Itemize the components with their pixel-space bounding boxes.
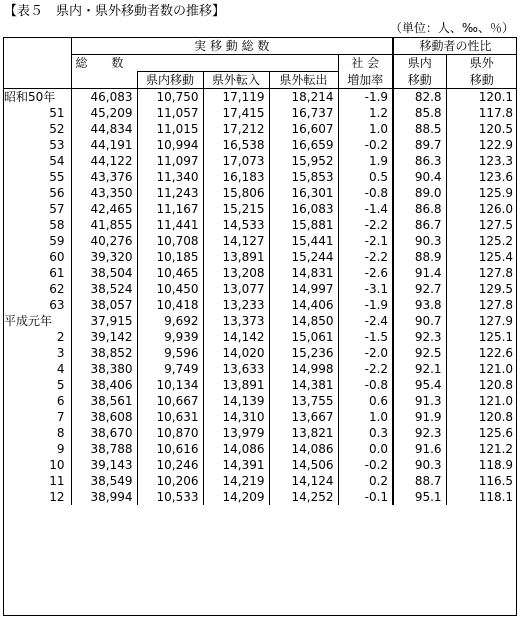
table-row — [3, 329, 517, 345]
cell-kengai-tenshutsu: 14,850 — [269, 313, 338, 329]
cell-year: 9 — [56, 442, 65, 456]
cell-seihi-kengai: 127.9 — [446, 313, 517, 329]
header-kengai-line2: 移動 — [446, 72, 517, 89]
table-row — [3, 105, 517, 121]
cell-kengai-tenshutsu: 15,244 — [269, 249, 338, 265]
cell-kengai-tenshutsu: 14,252 — [269, 489, 338, 505]
cell-seihi-kengai: 127.5 — [446, 217, 517, 233]
cell-kengai-tennyuu: 17,415 — [203, 105, 269, 121]
cell-shakai-rate: -2.4 — [338, 313, 393, 329]
cell-kengai-tenshutsu: 14,086 — [269, 441, 338, 457]
units-note: （単位：人、‰、％） — [389, 21, 514, 35]
cell-seihi-kengai: 125.4 — [446, 249, 517, 265]
cell-seihi-kengai: 120.1 — [446, 89, 517, 106]
cell-seihi-kennai: 95.1 — [393, 489, 446, 505]
cell-year: 60 — [49, 250, 65, 264]
cell-total: 38,788 — [71, 441, 137, 457]
cell-kengai-tennyuu: 14,139 — [203, 393, 269, 409]
cell-seihi-kengai: 127.8 — [446, 265, 517, 281]
cell-kennai-idou: 9,749 — [137, 361, 203, 377]
cell-shakai-rate: 1.2 — [338, 105, 393, 121]
cell-seihi-kengai: 122.9 — [446, 137, 517, 153]
cell-year: 56 — [49, 186, 65, 200]
cell-seihi-kennai: 91.3 — [393, 393, 446, 409]
cell-shakai-rate: -3.1 — [338, 281, 393, 297]
cell-shakai-rate: -0.2 — [338, 137, 393, 153]
cell-seihi-kengai: 117.8 — [446, 105, 517, 121]
cell-kennai-idou: 9,596 — [137, 345, 203, 361]
table-row — [3, 265, 517, 281]
cell-kengai-tennyuu: 15,215 — [203, 201, 269, 217]
cell-year: 7 — [56, 410, 65, 424]
header-kennai-line2: 移動 — [393, 72, 446, 89]
cell-total: 38,994 — [71, 489, 137, 505]
cell-kengai-tenshutsu: 16,659 — [269, 137, 338, 153]
cell-shakai-rate: -1.5 — [338, 329, 393, 345]
cell-seihi-kennai: 86.3 — [393, 153, 446, 169]
table-row — [3, 233, 517, 249]
cell-seihi-kengai: 116.5 — [446, 473, 517, 489]
cell-shakai-rate: -2.2 — [338, 217, 393, 233]
cell-kengai-tenshutsu: 14,997 — [269, 281, 338, 297]
cell-seihi-kennai: 89.7 — [393, 137, 446, 153]
cell-seihi-kennai: 90.4 — [393, 169, 446, 185]
table-row — [3, 425, 517, 441]
cell-total: 46,083 — [71, 89, 137, 106]
cell-kengai-tenshutsu: 14,998 — [269, 361, 338, 377]
cell-kennai-idou: 10,631 — [137, 409, 203, 425]
cell-total: 38,670 — [71, 425, 137, 441]
cell-seihi-kennai: 92.7 — [393, 281, 446, 297]
table-row — [3, 185, 517, 201]
table-row — [3, 489, 517, 505]
table-row — [3, 249, 517, 265]
table-row — [3, 137, 517, 153]
cell-seihi-kennai: 92.3 — [393, 329, 446, 345]
cell-seihi-kennai: 90.3 — [393, 233, 446, 249]
table-row — [3, 345, 517, 361]
cell-shakai-rate: 0.5 — [338, 169, 393, 185]
cell-total: 38,406 — [71, 377, 137, 393]
cell-year: 63 — [49, 298, 65, 312]
header-kennai-line1: 県内 — [393, 55, 446, 72]
cell-total: 39,143 — [71, 457, 137, 473]
table-row — [3, 153, 517, 169]
header-kengai-line1: 県外 — [446, 55, 517, 72]
table-row — [3, 121, 517, 137]
cell-seihi-kennai: 89.0 — [393, 185, 446, 201]
cell-kengai-tennyuu: 17,073 — [203, 153, 269, 169]
cell-year: 4 — [56, 362, 65, 376]
cell-seihi-kennai: 82.8 — [393, 89, 446, 106]
table-row — [3, 361, 517, 377]
cell-kennai-idou: 11,340 — [137, 169, 203, 185]
cell-total: 38,852 — [71, 345, 137, 361]
cell-year: 3 — [56, 346, 65, 360]
cell-year: 10 — [49, 458, 65, 472]
cell-kennai-idou: 10,533 — [137, 489, 203, 505]
cell-total: 43,376 — [71, 169, 137, 185]
cell-year: 51 — [49, 106, 65, 120]
cell-total: 41,855 — [71, 217, 137, 233]
header-sousuu: 総 数 — [71, 55, 137, 72]
cell-seihi-kengai: 126.0 — [446, 201, 517, 217]
cell-shakai-rate: -2.0 — [338, 345, 393, 361]
cell-kennai-idou: 9,939 — [137, 329, 203, 345]
cell-shakai-rate: -0.8 — [338, 377, 393, 393]
cell-total: 38,561 — [71, 393, 137, 409]
cell-kengai-tenshutsu: 16,737 — [269, 105, 338, 121]
cell-seihi-kengai: 125.2 — [446, 233, 517, 249]
cell-seihi-kennai: 91.9 — [393, 409, 446, 425]
cell-kennai-idou: 10,708 — [137, 233, 203, 249]
cell-shakai-rate: 0.2 — [338, 473, 393, 489]
cell-year: 53 — [49, 138, 65, 152]
cell-shakai-rate: 1.9 — [338, 153, 393, 169]
cell-kengai-tenshutsu: 14,124 — [269, 473, 338, 489]
cell-seihi-kengai: 125.9 — [446, 185, 517, 201]
table-row — [3, 281, 517, 297]
cell-kengai-tenshutsu: 13,667 — [269, 409, 338, 425]
cell-total: 37,915 — [71, 313, 137, 329]
cell-seihi-kengai: 121.0 — [446, 393, 517, 409]
cell-shakai-rate: -2.1 — [338, 233, 393, 249]
cell-year: 61 — [49, 266, 65, 280]
cell-shakai-rate: -0.2 — [338, 457, 393, 473]
cell-kengai-tennyuu: 14,219 — [203, 473, 269, 489]
table-row — [3, 313, 517, 329]
header-kengai-tenshutsu: 県外転出 — [269, 72, 338, 89]
cell-seihi-kengai: 129.5 — [446, 281, 517, 297]
cell-kennai-idou: 11,015 — [137, 121, 203, 137]
cell-kennai-idou: 10,206 — [137, 473, 203, 489]
cell-kengai-tenshutsu: 15,853 — [269, 169, 338, 185]
cell-total: 44,122 — [71, 153, 137, 169]
table-row — [3, 409, 517, 425]
cell-seihi-kennai: 91.6 — [393, 441, 446, 457]
cell-year: 62 — [49, 282, 65, 296]
cell-year: 57 — [49, 202, 65, 216]
cell-seihi-kennai: 86.7 — [393, 217, 446, 233]
cell-seihi-kengai: 122.6 — [446, 345, 517, 361]
cell-kengai-tennyuu: 14,310 — [203, 409, 269, 425]
cell-seihi-kennai: 92.1 — [393, 361, 446, 377]
cell-kengai-tenshutsu: 14,506 — [269, 457, 338, 473]
cell-kengai-tenshutsu: 13,821 — [269, 425, 338, 441]
cell-seihi-kennai: 90.7 — [393, 313, 446, 329]
cell-year: 昭和50年 — [3, 89, 71, 106]
cell-kennai-idou: 9,692 — [137, 313, 203, 329]
table-row — [3, 377, 517, 393]
cell-kennai-idou: 10,185 — [137, 249, 203, 265]
cell-kennai-idou: 11,167 — [137, 201, 203, 217]
cell-year: 55 — [49, 170, 65, 184]
cell-shakai-rate: 1.0 — [338, 121, 393, 137]
cell-kengai-tennyuu: 13,633 — [203, 361, 269, 377]
header-jitsu-idou-soushu: 実 移 動 総 数 — [71, 38, 393, 55]
header-kennai-idou: 県内移動 — [137, 72, 203, 89]
cell-shakai-rate: -1.4 — [338, 201, 393, 217]
header-shakai-line1: 社 会 — [338, 55, 393, 72]
cell-shakai-rate: -1.9 — [338, 297, 393, 313]
cell-kennai-idou: 10,667 — [137, 393, 203, 409]
cell-shakai-rate: 1.0 — [338, 409, 393, 425]
cell-kengai-tennyuu: 13,979 — [203, 425, 269, 441]
cell-seihi-kennai: 88.5 — [393, 121, 446, 137]
cell-seihi-kennai: 90.3 — [393, 457, 446, 473]
cell-shakai-rate: -2.6 — [338, 265, 393, 281]
cell-kengai-tennyuu: 14,391 — [203, 457, 269, 473]
cell-kengai-tenshutsu: 14,831 — [269, 265, 338, 281]
cell-kengai-tenshutsu: 15,441 — [269, 233, 338, 249]
cell-kengai-tennyuu: 17,119 — [203, 89, 269, 106]
cell-kengai-tennyuu: 14,209 — [203, 489, 269, 505]
cell-kengai-tennyuu: 13,891 — [203, 249, 269, 265]
cell-kengai-tennyuu: 16,538 — [203, 137, 269, 153]
cell-kengai-tennyuu: 16,183 — [203, 169, 269, 185]
cell-year: 59 — [49, 234, 65, 248]
cell-seihi-kennai: 93.8 — [393, 297, 446, 313]
cell-total: 38,504 — [71, 265, 137, 281]
cell-kengai-tenshutsu: 14,406 — [269, 297, 338, 313]
cell-seihi-kengai: 121.2 — [446, 441, 517, 457]
migration-table — [3, 37, 517, 505]
cell-shakai-rate: 0.3 — [338, 425, 393, 441]
cell-total: 38,524 — [71, 281, 137, 297]
table-row — [3, 297, 517, 313]
cell-total: 44,834 — [71, 121, 137, 137]
cell-kennai-idou: 11,097 — [137, 153, 203, 169]
cell-year: 54 — [49, 154, 65, 168]
table-row — [3, 457, 517, 473]
cell-seihi-kennai: 92.3 — [393, 425, 446, 441]
cell-total: 42,465 — [71, 201, 137, 217]
header-kengai-tennyuu: 県外転入 — [203, 72, 269, 89]
cell-kengai-tennyuu: 13,373 — [203, 313, 269, 329]
cell-shakai-rate: 0.0 — [338, 441, 393, 457]
cell-total: 38,380 — [71, 361, 137, 377]
cell-shakai-rate: -2.2 — [338, 249, 393, 265]
cell-kennai-idou: 10,994 — [137, 137, 203, 153]
cell-kennai-idou: 11,057 — [137, 105, 203, 121]
cell-kengai-tennyuu: 13,077 — [203, 281, 269, 297]
cell-total: 38,057 — [71, 297, 137, 313]
cell-kennai-idou: 11,441 — [137, 217, 203, 233]
table-row — [3, 89, 517, 106]
cell-year: 8 — [56, 426, 65, 440]
cell-kengai-tennyuu: 14,127 — [203, 233, 269, 249]
cell-seihi-kennai: 92.5 — [393, 345, 446, 361]
cell-total: 40,276 — [71, 233, 137, 249]
cell-kennai-idou: 10,465 — [137, 265, 203, 281]
cell-total: 45,209 — [71, 105, 137, 121]
cell-year: 52 — [49, 122, 65, 136]
cell-seihi-kengai: 125.1 — [446, 329, 517, 345]
cell-kengai-tenshutsu: 13,755 — [269, 393, 338, 409]
header-row-1 — [3, 38, 517, 55]
cell-shakai-rate: 0.6 — [338, 393, 393, 409]
cell-seihi-kengai: 120.8 — [446, 409, 517, 425]
cell-seihi-kennai: 91.4 — [393, 265, 446, 281]
cell-seihi-kengai: 121.0 — [446, 361, 517, 377]
cell-kengai-tenshutsu: 18,214 — [269, 89, 338, 106]
cell-total: 39,142 — [71, 329, 137, 345]
cell-kennai-idou: 10,418 — [137, 297, 203, 313]
cell-kennai-idou: 10,246 — [137, 457, 203, 473]
table-row — [3, 393, 517, 409]
cell-kennai-idou: 11,243 — [137, 185, 203, 201]
cell-year: 12 — [49, 490, 65, 504]
cell-year: 5 — [56, 378, 65, 392]
cell-seihi-kennai: 88.7 — [393, 473, 446, 489]
cell-shakai-rate: -0.8 — [338, 185, 393, 201]
cell-kengai-tennyuu: 14,533 — [203, 217, 269, 233]
cell-kennai-idou: 10,134 — [137, 377, 203, 393]
cell-kennai-idou: 10,870 — [137, 425, 203, 441]
cell-total: 43,350 — [71, 185, 137, 201]
cell-total: 38,608 — [71, 409, 137, 425]
cell-kennai-idou: 10,616 — [137, 441, 203, 457]
cell-kengai-tennyuu: 17,212 — [203, 121, 269, 137]
table-row — [3, 201, 517, 217]
cell-year: 11 — [49, 474, 65, 488]
cell-year: 2 — [56, 330, 65, 344]
cell-kengai-tenshutsu: 16,301 — [269, 185, 338, 201]
cell-seihi-kengai: 120.5 — [446, 121, 517, 137]
cell-kengai-tennyuu: 14,020 — [203, 345, 269, 361]
table-title: 【表５ 県内・県外移動者数の推移】 — [4, 4, 226, 19]
cell-kengai-tenshutsu: 16,083 — [269, 201, 338, 217]
table-row — [3, 217, 517, 233]
cell-seihi-kengai: 123.3 — [446, 153, 517, 169]
header-shakai-line2: 増加率 — [338, 72, 393, 89]
cell-kennai-idou: 10,750 — [137, 89, 203, 106]
cell-kengai-tennyuu: 13,891 — [203, 377, 269, 393]
cell-seihi-kennai: 88.9 — [393, 249, 446, 265]
cell-shakai-rate: -2.2 — [338, 361, 393, 377]
cell-total: 38,549 — [71, 473, 137, 489]
cell-kengai-tenshutsu: 14,381 — [269, 377, 338, 393]
cell-kengai-tennyuu: 14,142 — [203, 329, 269, 345]
cell-kengai-tennyuu: 13,208 — [203, 265, 269, 281]
cell-total: 39,320 — [71, 249, 137, 265]
table-row — [3, 169, 517, 185]
cell-seihi-kengai: 118.1 — [446, 489, 517, 505]
cell-shakai-rate: -0.1 — [338, 489, 393, 505]
cell-seihi-kengai: 123.6 — [446, 169, 517, 185]
cell-shakai-rate: -1.9 — [338, 89, 393, 106]
cell-year: 58 — [49, 218, 65, 232]
cell-kengai-tenshutsu: 15,952 — [269, 153, 338, 169]
table-row — [3, 473, 517, 489]
cell-year: 6 — [56, 394, 65, 408]
cell-kengai-tennyuu: 14,086 — [203, 441, 269, 457]
cell-seihi-kennai: 85.8 — [393, 105, 446, 121]
cell-seihi-kengai: 120.8 — [446, 377, 517, 393]
cell-kengai-tenshutsu: 15,061 — [269, 329, 338, 345]
header-seihi: 移動者の性比 — [393, 38, 517, 55]
cell-kengai-tenshutsu: 16,607 — [269, 121, 338, 137]
cell-kennai-idou: 10,450 — [137, 281, 203, 297]
cell-year: 平成元年 — [4, 314, 53, 328]
cell-kengai-tenshutsu: 15,236 — [269, 345, 338, 361]
header-row-2 — [3, 55, 517, 72]
cell-kengai-tenshutsu: 15,881 — [269, 217, 338, 233]
table-row — [3, 441, 517, 457]
cell-seihi-kengai: 118.9 — [446, 457, 517, 473]
cell-total: 44,191 — [71, 137, 137, 153]
cell-kengai-tennyuu: 13,233 — [203, 297, 269, 313]
header-year-corner — [3, 38, 71, 89]
cell-kengai-tennyuu: 15,806 — [203, 185, 269, 201]
header-row-3 — [3, 72, 517, 89]
cell-seihi-kengai: 127.8 — [446, 297, 517, 313]
cell-seihi-kennai: 86.8 — [393, 201, 446, 217]
cell-seihi-kennai: 95.4 — [393, 377, 446, 393]
cell-seihi-kengai: 125.6 — [446, 425, 517, 441]
